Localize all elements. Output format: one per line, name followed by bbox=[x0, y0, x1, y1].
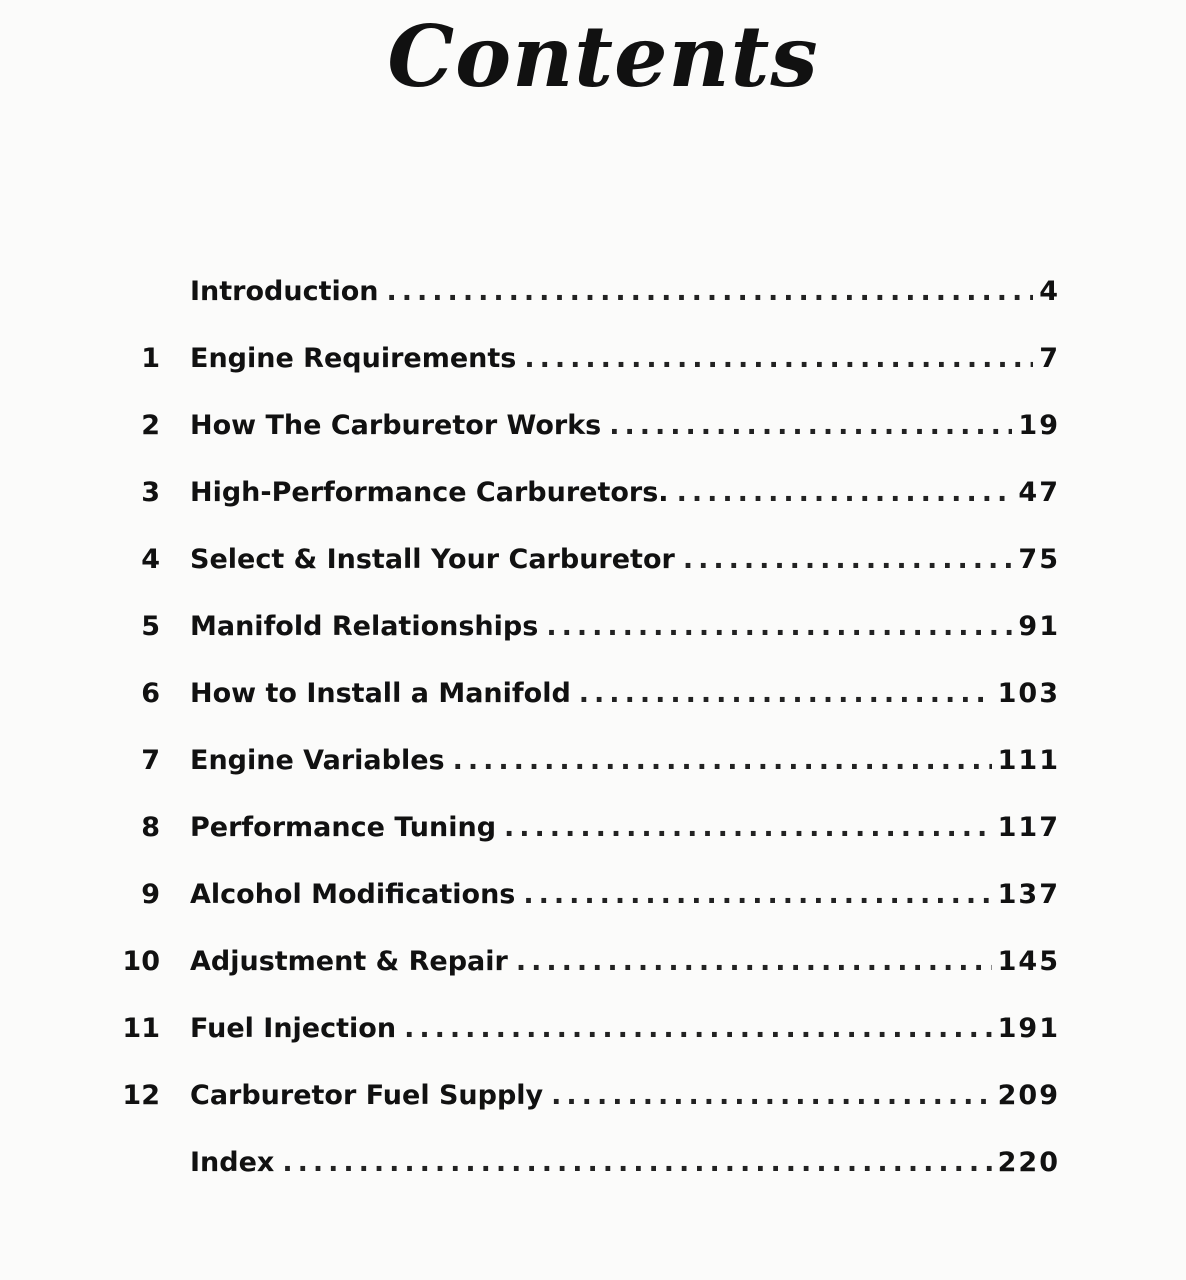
toc-entry-introduction bbox=[110, 276, 1060, 343]
dot-leader bbox=[524, 343, 1033, 374]
toc-entry-chapter-5 bbox=[110, 611, 1060, 678]
chapter-number: 8 bbox=[141, 812, 160, 843]
chapter-title: How The Carburetor Works bbox=[190, 410, 602, 441]
chapter-number: 10 bbox=[122, 946, 160, 977]
chapter-title: Introduction bbox=[190, 276, 379, 307]
page-number: 4 bbox=[1039, 276, 1060, 307]
chapter-number: 9 bbox=[141, 879, 160, 910]
chapter-title: Adjustment & Repair bbox=[190, 946, 508, 977]
chapter-number: 3 bbox=[141, 477, 160, 508]
chapter-title: Alcohol Modifications bbox=[190, 879, 516, 910]
chapter-title: Fuel Injection bbox=[190, 1013, 397, 1044]
chapter-title: Engine Requirements bbox=[190, 343, 517, 374]
chapter-number: 11 bbox=[122, 1013, 160, 1044]
dot-leader bbox=[677, 477, 1013, 508]
dot-leader bbox=[683, 544, 1013, 575]
chapter-title: High-Performance Carburetors. bbox=[190, 477, 669, 508]
chapter-title: Performance Tuning bbox=[190, 812, 497, 843]
chapter-number: 4 bbox=[141, 544, 160, 575]
chapter-title: How to Install a Manifold bbox=[190, 678, 571, 709]
toc-entry-index bbox=[110, 1147, 1060, 1214]
chapter-title: Carburetor Fuel Supply bbox=[190, 1080, 544, 1111]
page-number: 209 bbox=[997, 1080, 1060, 1111]
dot-leader bbox=[523, 879, 991, 910]
page-number: 7 bbox=[1039, 343, 1060, 374]
dot-leader bbox=[516, 946, 992, 977]
chapter-number: 12 bbox=[122, 1080, 160, 1111]
dot-leader bbox=[579, 678, 992, 709]
dot-leader bbox=[282, 1147, 991, 1178]
page-number: 191 bbox=[997, 1013, 1060, 1044]
dot-leader bbox=[453, 745, 992, 776]
toc-entry-chapter-7 bbox=[110, 745, 1060, 812]
page-number: 75 bbox=[1018, 544, 1060, 575]
chapter-number: 6 bbox=[141, 678, 160, 709]
dot-leader bbox=[504, 812, 992, 843]
table-of-contents bbox=[110, 276, 1060, 1214]
dot-leader bbox=[551, 1080, 991, 1111]
chapter-title: Select & Install Your Carburetor bbox=[190, 544, 675, 575]
chapter-number: 1 bbox=[141, 343, 160, 374]
toc-entry-chapter-8 bbox=[110, 812, 1060, 879]
dot-leader bbox=[609, 410, 1012, 441]
toc-entry-chapter-11 bbox=[110, 1013, 1060, 1080]
page-number: 220 bbox=[997, 1147, 1060, 1178]
toc-entry-chapter-2 bbox=[110, 410, 1060, 477]
chapter-number: 7 bbox=[141, 745, 160, 776]
page-title: Contents bbox=[387, 7, 819, 106]
page-number: 111 bbox=[997, 745, 1060, 776]
dot-leader bbox=[404, 1013, 992, 1044]
page-number: 137 bbox=[997, 879, 1060, 910]
toc-entry-chapter-9 bbox=[110, 879, 1060, 946]
toc-entry-chapter-10 bbox=[110, 946, 1060, 1013]
chapter-title: Index bbox=[190, 1147, 275, 1178]
toc-entry-chapter-6 bbox=[110, 678, 1060, 745]
chapter-title: Manifold Relationships bbox=[190, 611, 539, 642]
toc-entry-chapter-1 bbox=[110, 343, 1060, 410]
page-number: 91 bbox=[1018, 611, 1060, 642]
dot-leader bbox=[387, 276, 1034, 307]
page-number: 47 bbox=[1018, 477, 1060, 508]
page-number: 117 bbox=[997, 812, 1060, 843]
chapter-number: 2 bbox=[141, 410, 160, 441]
toc-entry-chapter-3 bbox=[110, 477, 1060, 544]
chapter-title: Engine Variables bbox=[190, 745, 445, 776]
toc-entry-chapter-4 bbox=[110, 544, 1060, 611]
page-number: 145 bbox=[997, 946, 1060, 977]
chapter-number: 5 bbox=[141, 611, 160, 642]
page-number: 103 bbox=[997, 678, 1060, 709]
dot-leader bbox=[546, 611, 1012, 642]
toc-entry-chapter-12 bbox=[110, 1080, 1060, 1147]
page-number: 19 bbox=[1018, 410, 1060, 441]
